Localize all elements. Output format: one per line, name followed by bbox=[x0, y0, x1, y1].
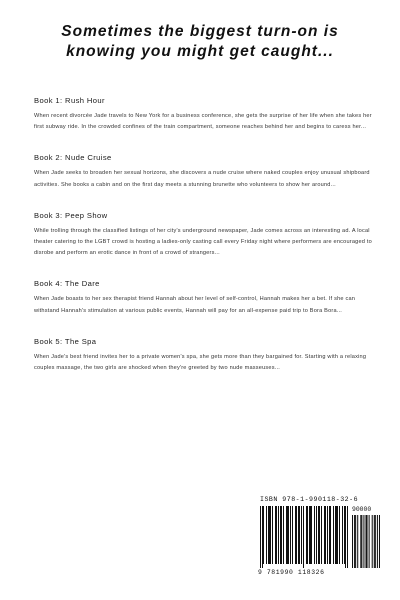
barcode-bar bbox=[333, 506, 334, 564]
book-description: When Jade seeks to broaden her sexual horizons, she discovers a nude cruise where naked couples enjoy unusual shipboard activities. She books a cabin and on the first day meets a stunning brunette who volunteers to show her around... bbox=[34, 170, 370, 188]
barcode-addon-bar bbox=[377, 515, 378, 568]
book-title: Book 2: Nude Cruise bbox=[34, 153, 112, 163]
headline-line-2: knowing you might get caught... bbox=[66, 43, 334, 60]
barcode-bar bbox=[327, 506, 328, 564]
barcode-addon-digits: 90000 bbox=[352, 506, 372, 513]
barcode-bar bbox=[260, 506, 261, 568]
barcode-addon-bar bbox=[375, 515, 376, 568]
barcode-bar bbox=[345, 506, 346, 568]
barcode-addon-bar bbox=[361, 515, 362, 568]
barcode-addon-bar bbox=[367, 515, 368, 568]
book-title: Book 4: The Dare bbox=[34, 279, 100, 289]
barcode-bar bbox=[342, 506, 343, 564]
book-entry bbox=[34, 337, 376, 374]
barcode-addon-bar bbox=[355, 515, 356, 568]
book-entry bbox=[34, 279, 376, 316]
barcode-bar bbox=[262, 506, 263, 568]
book-entry bbox=[34, 96, 376, 133]
book-description: When recent divorcée Jade travels to New York for a business conference, she gets the surprise of her life when she takes her first subway ride. In the crowded confines of the train compartment, someone reaches behind her and begins to caress her... bbox=[34, 113, 372, 131]
barcode-bar bbox=[298, 506, 299, 564]
barcode-addon-bar bbox=[357, 515, 358, 568]
headline-line-1: Sometimes the biggest turn-on is bbox=[61, 23, 339, 40]
barcode-bar bbox=[310, 506, 311, 564]
barcode-bar bbox=[329, 506, 330, 564]
barcode-addon-bar bbox=[369, 515, 370, 568]
barcode-bar bbox=[307, 506, 308, 564]
barcode-bar bbox=[296, 506, 297, 564]
isbn-barcode bbox=[258, 496, 382, 580]
barcode-bar bbox=[303, 506, 304, 568]
book-entry bbox=[34, 153, 376, 190]
barcode-addon-bar bbox=[363, 515, 364, 568]
barcode-addon-bar bbox=[379, 515, 380, 568]
barcode-addon-bar bbox=[360, 515, 361, 568]
barcode-bar bbox=[283, 506, 284, 564]
barcode-digits: 9 781990 118326 bbox=[258, 569, 325, 576]
barcode-bar bbox=[266, 506, 267, 564]
barcode-bar bbox=[286, 506, 287, 564]
barcode-bar bbox=[335, 506, 336, 564]
barcode-bar bbox=[339, 506, 340, 564]
barcode-bar bbox=[309, 506, 310, 564]
barcode-bar bbox=[306, 506, 307, 564]
barcode-bar bbox=[275, 506, 276, 564]
barcode-bar bbox=[321, 506, 322, 564]
barcode-addon-bar bbox=[372, 515, 373, 568]
barcode-bar bbox=[347, 506, 348, 568]
barcode-bar bbox=[336, 506, 337, 564]
barcode-addon-bar bbox=[354, 515, 355, 568]
barcode-bar bbox=[269, 506, 270, 564]
barcode-bar bbox=[314, 506, 315, 564]
book-entry bbox=[34, 211, 376, 260]
barcode-bar bbox=[263, 506, 264, 564]
barcode-bar bbox=[292, 506, 293, 564]
barcode-bar bbox=[330, 506, 331, 564]
barcode-bar bbox=[316, 506, 317, 564]
barcode-bar bbox=[290, 506, 291, 564]
barcode-bar bbox=[278, 506, 279, 564]
barcode-bar bbox=[301, 506, 302, 564]
barcode-bar bbox=[287, 506, 288, 564]
barcode-bar bbox=[288, 506, 289, 564]
book-title: Book 5: The Spa bbox=[34, 336, 97, 346]
barcode-bar bbox=[276, 506, 277, 564]
book-title: Book 1: Rush Hour bbox=[34, 96, 105, 105]
book-list bbox=[34, 96, 376, 394]
book-title: Book 3: Peep Show bbox=[34, 210, 108, 220]
barcode-addon-bar bbox=[374, 515, 375, 568]
barcode-bar bbox=[311, 506, 312, 564]
book-description: When Jade boasts to her sex therapist friend Hannah about her level of self-control, Hannah makes her a bet. If she can withstand Hannah's stimulation at various public events, Hannah will pay for an all-expense paid trip to Bora Bora... bbox=[34, 296, 356, 314]
barcode-bar bbox=[270, 506, 271, 564]
barcode-bar bbox=[318, 506, 319, 564]
barcode-bar bbox=[281, 506, 282, 564]
isbn-number: ISBN 978-1-990118-32-6 bbox=[260, 496, 359, 503]
barcode-addon-bar bbox=[365, 515, 366, 568]
barcode-addon-bar bbox=[352, 515, 353, 568]
book-description: When Jade's best friend invites her to a private women's spa, she gets more than they bargained for. Starting with a relaxing couples massage, the two girls are shocked when they're greeted by two nude masseuses... bbox=[34, 353, 367, 372]
barcode-bar bbox=[324, 506, 325, 564]
barcode-bar bbox=[272, 506, 273, 564]
barcode-bar bbox=[280, 506, 281, 564]
headline bbox=[0, 22, 400, 62]
barcode-bar bbox=[295, 506, 296, 564]
barcode-bar bbox=[299, 506, 300, 564]
barcode-bar bbox=[337, 506, 338, 564]
barcode-bar bbox=[319, 506, 320, 564]
barcode-bars bbox=[258, 506, 382, 570]
barcode-bar bbox=[268, 506, 269, 564]
barcode-bar bbox=[344, 506, 345, 564]
barcode-bar bbox=[325, 506, 326, 564]
book-description: While trolling through the classified listings of her city's underground newspaper, Jade comes across an interesting ad. A local theater catering to the LGBT crowd is hosting a ladies-only casting call every Friday night where performers are encouraged to disrobe and perform an erotic dance in front of a crowd of strangers... bbox=[34, 227, 372, 257]
